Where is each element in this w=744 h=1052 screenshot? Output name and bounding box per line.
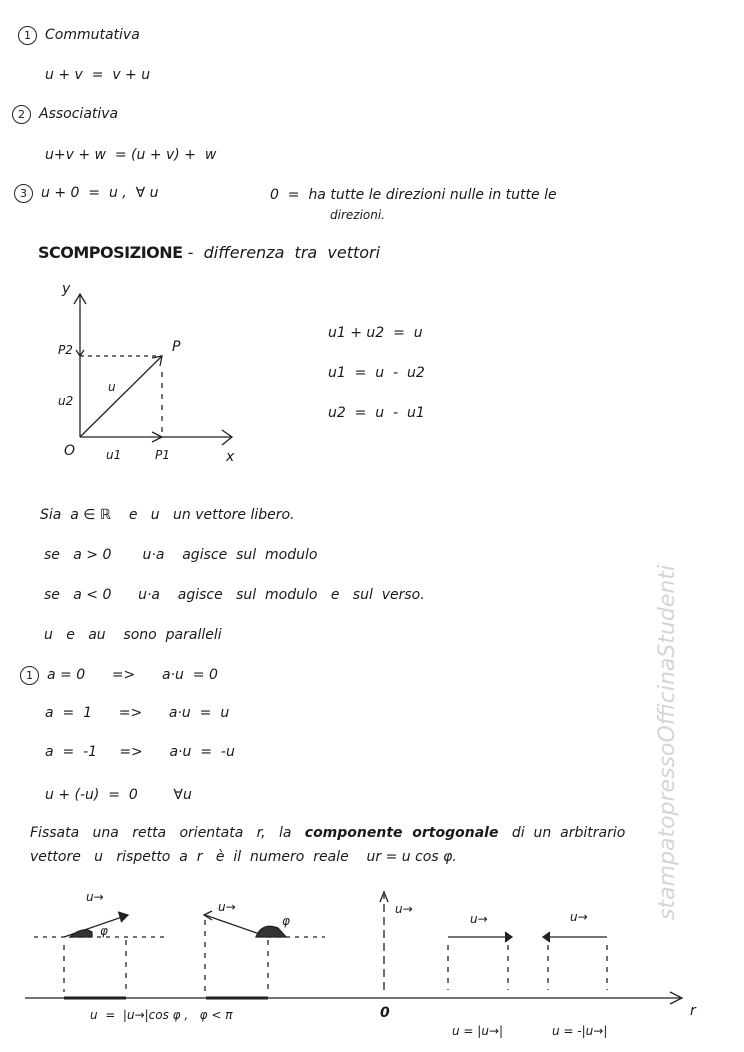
- text-line: u e au sono paralleli: [44, 627, 222, 643]
- title: SCOMPOSIZIONE: [38, 243, 183, 262]
- emphasis: componente ortogonale: [304, 825, 499, 841]
- formula: u + 0 = u , ∀ u: [41, 185, 159, 201]
- number-badge: 3: [14, 184, 33, 203]
- p1-label: P1: [155, 448, 170, 462]
- formula: u = -|u→|: [552, 1024, 608, 1038]
- text: Fissata una retta orientata r, la: [30, 825, 305, 841]
- vector-label: u→: [395, 902, 413, 916]
- equation: u1 = u - u2: [328, 365, 425, 381]
- text-line: se a < 0 u·a agisce sul modulo e sul verso.: [44, 587, 425, 603]
- heading: Associativa: [39, 106, 119, 122]
- angle-label: φ: [100, 924, 108, 938]
- text-line: vettore u rispetto a r è il numero reale ur = u cos φ.: [30, 849, 457, 865]
- equation: u2 = u - u1: [328, 405, 425, 421]
- x-axis-label: x: [226, 449, 235, 465]
- formula: u = |u→|cos φ , φ < π: [90, 1008, 233, 1022]
- formula: u + v = v + u: [45, 67, 151, 83]
- note: 0 = ha tutte le direzioni nulle in tutte le: [270, 187, 557, 203]
- origin-label: 0: [380, 1005, 390, 1021]
- case: a = 0 => a·u = 0: [47, 667, 218, 683]
- subtitle: - differenza tra vettori: [187, 243, 381, 262]
- u1-label: u1: [106, 448, 122, 462]
- p-label: P: [172, 339, 181, 355]
- equation: u1 + u2 = u: [328, 325, 423, 341]
- axis-label: r: [690, 1003, 696, 1019]
- formula: u = |u→|: [452, 1024, 504, 1038]
- watermark: stampatopressoOfficinaStudenti: [655, 564, 680, 920]
- case-line: [20, 666, 218, 685]
- text-line: u + (-u) = 0 ∀u: [45, 787, 192, 803]
- number-badge: 1: [20, 666, 39, 685]
- heading: Commutativa: [45, 27, 140, 43]
- text-line: se a > 0 u·a agisce sul modulo: [44, 547, 318, 563]
- note: direzioni.: [330, 208, 385, 222]
- p2-label: P2: [58, 343, 73, 357]
- u2-label: u2: [58, 394, 74, 408]
- u-label: u: [108, 380, 116, 394]
- text: di un arbitrario: [498, 825, 626, 841]
- angle-label: φ: [282, 914, 290, 928]
- vector-u: [80, 356, 162, 437]
- vector-label: u→: [570, 910, 588, 924]
- y-axis-label: y: [62, 281, 71, 297]
- origin-label: O: [64, 443, 76, 459]
- vector-label: u→: [470, 912, 488, 926]
- case-line: a = -1 => a·u = -u: [45, 744, 235, 760]
- vector-label: u→: [218, 900, 236, 914]
- number-badge: 1: [18, 26, 37, 45]
- text-line: [30, 824, 625, 842]
- number-badge: 2: [12, 105, 31, 124]
- text-line: Sia a ∈ ℝ e u un vettore libero.: [40, 507, 295, 523]
- formula: u+v + w = (u + v) + w: [45, 147, 217, 163]
- vector-label: u→: [86, 890, 104, 904]
- case-line: a = 1 => a·u = u: [45, 705, 230, 721]
